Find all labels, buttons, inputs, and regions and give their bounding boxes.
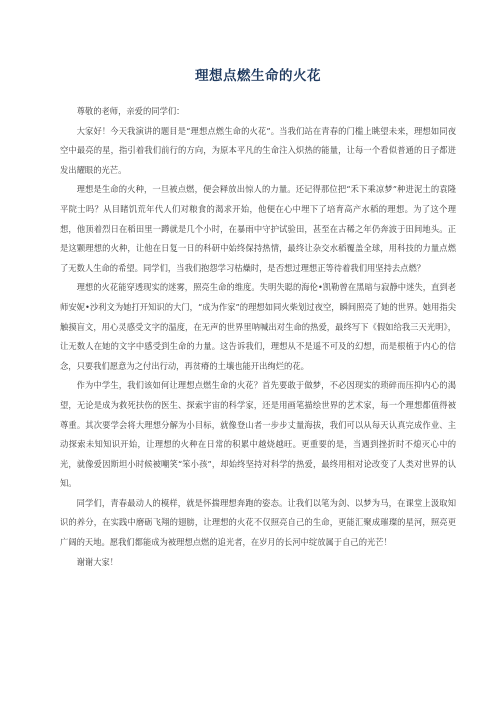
paragraph: 同学们，青春最动人的模样，就是怀揣理想奔跑的姿态。让我们以笔为剑、以梦为马，在课堂上汲取知识的养分，在实践中磨砺飞翔的翅膀，让理想的火花不仅照亮自己的生命，更能汇聚成璀璨的星河，照亮更广阔的天地。愿我们都能成为被理想点燃的追光者，在岁月的长河中绽放属于自己的光芒！ [60, 497, 456, 548]
paragraph: 理想的火花能穿透现实的迷雾，照亮生命的维度。失明失聪的海伦•凯勒曾在黑暗与寂静中迷失，直到老师安妮•沙利文为她打开知识的大门，“成为作家”的理想如同火柴划过夜空，瞬间照亮了她的世界。她用指尖触摸盲文，用心灵感受文字的温度，在无声的世界里呐喊出对生命的热爱，最终写下《假如给我三天光明》，让无数人在她的文字中感受到生命的力量。这告诉我们，理想从不是遥不可及的幻想，而是根植于内心的信念，只要我们愿意为之付出行动，再贫瘠的土壤也能开出绚烂的花。 [60, 282, 456, 371]
page-title: 理想点燃生命的火花 [195, 68, 321, 84]
paragraph: 大家好！今天我演讲的题目是“理想点燃生命的火花”。当我们站在青春的门槛上眺望未来，理想如同夜空中最亮的星，指引着我们前行的方向，为原本平凡的生命注入炽热的能量，让每一个看似普通的日子都迸发出耀眼的光芒。 [60, 125, 456, 175]
salutation: 尊敬的老师，亲爱的同学们： [76, 106, 185, 116]
paragraph: 理想是生命的火种，一旦被点燃，便会释放出惊人的力量。还记得那位把“禾下乘凉梦”种进泥土的袁隆平院士吗？从目睹饥荒年代人们对粮食的渴求开始，他便在心中埋下了培育高产水稻的理想。为了这个理想，他顶着烈日在稻田里一蹲就是几个小时，在暴雨中守护试验田，甚至在古稀之年仍奔波于田间地头。正是这颗理想的火种，让他在日复一日的科研中始终保持热情，最终让杂交水稻覆盖全球，用科技的力量点燃了无数人生命的希望。同学们，当我们抱怨学习枯燥时，是否想过理想正等待着我们用坚持去点燃？ [60, 184, 456, 273]
closing-line: 谢谢大家！ [76, 556, 119, 567]
paragraph: 作为中学生，我们该如何让理想点燃生命的火花？首先要敢于做梦，不必因现实的琐碎而压抑内心的渴望，无论是成为救死扶伤的医生、探索宇宙的科学家，还是用画笔描绘世界的艺术家，每一个理想都值得被尊重。其次要学会将大理想分解为小目标，就像登山者一步步丈量海拔，我们可以从每天认真完成作业、主动探索未知知识开始，让理想的火种在日常的积累中越烧越旺。更重要的是，当遇到挫折时不熄灭心中的光，就像爱因斯坦小时候被嘲笑“笨小孩”，却始终坚持对科学的热爱，最终用相对论改变了人类对世界的认知。 [60, 380, 456, 489]
